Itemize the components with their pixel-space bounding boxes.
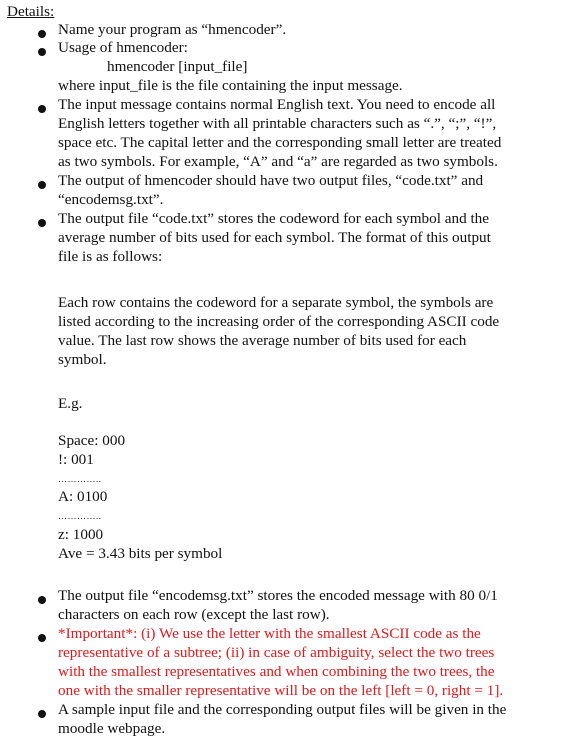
bullet-2-line-3: where input_file is the file containing the input message.: [58, 77, 403, 94]
format-para-line-1: Each row contains the codeword for a separate symbol, the symbols are: [58, 294, 494, 311]
bullet-5-line-2: average number of bits used for each symbol. The format of this output: [58, 229, 491, 246]
format-para-line-2: listed according to the increasing order of the corresponding ASCII code: [58, 313, 500, 330]
bullet-4-line-2: “encodemsg.txt”.: [58, 191, 164, 208]
usage-command: hmencoder [input_file]: [107, 58, 248, 75]
bullet-8-line-1: A sample input file and the corresponding output files will be given in the: [58, 701, 507, 718]
bullet-3-line-4: as two symbols. For example, “A” and “a” are regarded as two symbols.: [58, 153, 498, 170]
format-para-line-3: value. The last row shows the average number of bits used for each: [58, 332, 467, 349]
important-line-4: one with the smaller representative will be on the left [left = 0, right = 1].: [58, 682, 504, 699]
bullet-5-line-3: file is as follows:: [58, 248, 163, 265]
important-line-1: *Important*: (i) We use the letter with the smallest ASCII code as the: [58, 625, 481, 642]
bullet-dot: [38, 596, 46, 604]
bullet-3-line-1: The input message contains normal English text. You need to encode all: [58, 96, 496, 113]
important-line-3: with the smallest representatives and when combining the two trees, the: [58, 663, 495, 680]
bullet-1-text: Name your program as “hmencoder”.: [58, 21, 287, 38]
bullet-2-line-1: Usage of hmencoder:: [58, 39, 188, 56]
bullet-6-line-2: characters on each row (except the last row).: [58, 606, 330, 623]
example-A-code: A: 0100: [58, 488, 108, 505]
bullet-3-line-2: English letters together with all printable characters such as “.”, “;”, “!”,: [58, 115, 497, 132]
bullet-3-line-3: space etc. The capital letter and the corresponding small letter are treated: [58, 134, 502, 151]
example-label: E.g.: [58, 395, 83, 412]
bullet-dot: [38, 105, 46, 113]
bullet-5-line-1: The output file “code.txt” stores the codeword for each symbol and the: [58, 210, 490, 227]
bullet-dot: [38, 710, 46, 718]
bullet-dot: [38, 48, 46, 56]
bullet-dot: [38, 634, 46, 642]
details-heading: Details:: [7, 3, 55, 20]
ellipsis-separator: …………..: [58, 511, 102, 521]
bullet-dot: [38, 181, 46, 189]
bullet-6-line-1: The output file “encodemsg.txt” stores the encoded message with 80 0/1: [58, 587, 498, 604]
ellipsis-separator: …………..: [58, 474, 102, 484]
bullet-8-line-2: moodle webpage.: [58, 720, 166, 737]
bullet-4-line-1: The output of hmencoder should have two output files, “code.txt” and: [58, 172, 484, 189]
bullet-dot: [38, 219, 46, 227]
example-z-code: z: 1000: [58, 526, 104, 543]
example-average-bits: Ave = 3.43 bits per symbol: [58, 545, 223, 562]
example-space-code: Space: 000: [58, 432, 126, 449]
example-exclaim-code: !: 001: [58, 451, 94, 468]
bullet-dot: [38, 30, 46, 38]
format-para-line-4: symbol.: [58, 351, 107, 368]
important-line-2: representative of a subtree; (ii) in case of ambiguity, select the two trees: [58, 644, 495, 661]
